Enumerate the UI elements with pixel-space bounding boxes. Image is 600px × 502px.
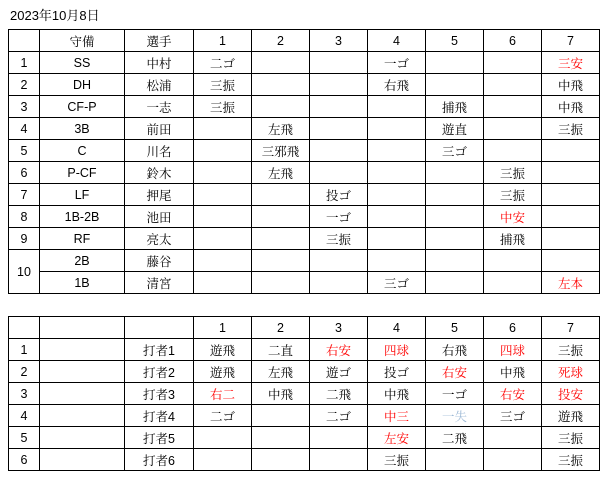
batting-order-number: 4 bbox=[9, 118, 40, 140]
position-cell bbox=[40, 405, 125, 427]
column-header: 5 bbox=[426, 30, 484, 52]
at-bat-result-cell bbox=[484, 140, 542, 162]
at-bat-result-cell: 左本 bbox=[542, 272, 600, 294]
at-bat-result-cell bbox=[368, 118, 426, 140]
at-bat-result-cell bbox=[542, 206, 600, 228]
at-bat-result-cell: 四球 bbox=[484, 339, 542, 361]
column-header: 守備 bbox=[40, 30, 125, 52]
table-row bbox=[9, 383, 600, 405]
at-bat-result-cell bbox=[310, 162, 368, 184]
table-header-row bbox=[9, 317, 600, 339]
at-bat-result-cell bbox=[310, 427, 368, 449]
column-header: 選手 bbox=[125, 30, 194, 52]
at-bat-result-cell bbox=[194, 228, 252, 250]
position-cell bbox=[40, 449, 125, 471]
column-header: 3 bbox=[310, 30, 368, 52]
table-row bbox=[9, 74, 600, 96]
at-bat-result-cell: 捕飛 bbox=[426, 96, 484, 118]
at-bat-result-cell: 中三 bbox=[368, 405, 426, 427]
table-row bbox=[9, 339, 600, 361]
at-bat-result-cell bbox=[426, 184, 484, 206]
at-bat-result-cell bbox=[252, 184, 310, 206]
position-cell: DH bbox=[40, 74, 125, 96]
column-header: 2 bbox=[252, 317, 310, 339]
at-bat-result-cell: 投安 bbox=[542, 383, 600, 405]
at-bat-result-cell: 三ゴ bbox=[368, 272, 426, 294]
at-bat-result-cell bbox=[426, 228, 484, 250]
position-cell bbox=[40, 427, 125, 449]
at-bat-result-cell: 三ゴ bbox=[426, 140, 484, 162]
at-bat-result-cell bbox=[252, 206, 310, 228]
at-bat-result-cell bbox=[484, 250, 542, 272]
batting-order-number: 8 bbox=[9, 206, 40, 228]
at-bat-result-cell bbox=[194, 272, 252, 294]
table-row bbox=[9, 184, 600, 206]
at-bat-result-cell: 中飛 bbox=[542, 96, 600, 118]
at-bat-result-cell: 二ゴ bbox=[310, 405, 368, 427]
position-cell: SS bbox=[40, 52, 125, 74]
player-name-cell: 中村 bbox=[125, 52, 194, 74]
player-name-cell: 松浦 bbox=[125, 74, 194, 96]
at-bat-result-cell: 二ゴ bbox=[194, 52, 252, 74]
table-row bbox=[9, 449, 600, 471]
position-cell: LF bbox=[40, 184, 125, 206]
at-bat-result-cell bbox=[194, 427, 252, 449]
at-bat-result-cell: 三振 bbox=[368, 449, 426, 471]
at-bat-result-cell: 中飛 bbox=[252, 383, 310, 405]
table-header-row bbox=[9, 30, 600, 52]
at-bat-result-cell bbox=[484, 272, 542, 294]
at-bat-result-cell bbox=[252, 250, 310, 272]
position-cell: RF bbox=[40, 228, 125, 250]
position-cell: 2B bbox=[40, 250, 125, 272]
at-bat-result-cell bbox=[310, 118, 368, 140]
at-bat-result-cell: 遊飛 bbox=[194, 339, 252, 361]
table-row bbox=[9, 118, 600, 140]
at-bat-result-cell bbox=[252, 449, 310, 471]
batting-order-number: 1 bbox=[9, 52, 40, 74]
at-bat-result-cell bbox=[252, 272, 310, 294]
batting-order-number: 2 bbox=[9, 74, 40, 96]
column-header: 7 bbox=[542, 317, 600, 339]
column-header: 6 bbox=[484, 317, 542, 339]
at-bat-result-cell: 遊飛 bbox=[542, 405, 600, 427]
at-bat-result-cell bbox=[252, 96, 310, 118]
column-header bbox=[9, 30, 40, 52]
player-name-cell: 亮太 bbox=[125, 228, 194, 250]
at-bat-result-cell: 一ゴ bbox=[368, 52, 426, 74]
at-bat-result-cell bbox=[368, 250, 426, 272]
at-bat-result-cell bbox=[426, 162, 484, 184]
table-row bbox=[9, 162, 600, 184]
table-row bbox=[9, 427, 600, 449]
at-bat-result-cell bbox=[368, 96, 426, 118]
at-bat-result-cell: 一ゴ bbox=[310, 206, 368, 228]
at-bat-result-cell: 三振 bbox=[542, 339, 600, 361]
at-bat-result-cell bbox=[194, 184, 252, 206]
at-bat-result-cell bbox=[368, 184, 426, 206]
column-header: 4 bbox=[368, 317, 426, 339]
position-cell bbox=[40, 339, 125, 361]
position-cell: CF-P bbox=[40, 96, 125, 118]
position-cell bbox=[40, 383, 125, 405]
at-bat-result-cell: 中飛 bbox=[542, 74, 600, 96]
column-header: 6 bbox=[484, 30, 542, 52]
at-bat-result-cell: 左安 bbox=[368, 427, 426, 449]
batting-order-number: 7 bbox=[9, 184, 40, 206]
column-header: 5 bbox=[426, 317, 484, 339]
player-name-cell: 打者6 bbox=[125, 449, 194, 471]
at-bat-result-cell: 三振 bbox=[194, 96, 252, 118]
table-row bbox=[9, 405, 600, 427]
at-bat-result-cell bbox=[194, 162, 252, 184]
lineup-table-bottom bbox=[8, 316, 600, 471]
batting-order-number: 5 bbox=[9, 140, 40, 162]
at-bat-result-cell: 四球 bbox=[368, 339, 426, 361]
at-bat-result-cell bbox=[426, 74, 484, 96]
at-bat-result-cell bbox=[484, 52, 542, 74]
at-bat-result-cell: 二ゴ bbox=[194, 405, 252, 427]
batting-order-number: 9 bbox=[9, 228, 40, 250]
at-bat-result-cell bbox=[426, 206, 484, 228]
at-bat-result-cell bbox=[368, 228, 426, 250]
at-bat-result-cell bbox=[252, 427, 310, 449]
player-name-cell: 一志 bbox=[125, 96, 194, 118]
player-name-cell: 池田 bbox=[125, 206, 194, 228]
at-bat-result-cell bbox=[484, 118, 542, 140]
at-bat-result-cell bbox=[426, 250, 484, 272]
table-row bbox=[9, 272, 600, 294]
at-bat-result-cell bbox=[310, 52, 368, 74]
at-bat-result-cell bbox=[368, 140, 426, 162]
position-cell bbox=[40, 361, 125, 383]
at-bat-result-cell: 投ゴ bbox=[310, 184, 368, 206]
at-bat-result-cell: 左飛 bbox=[252, 361, 310, 383]
batting-order-number: 10 bbox=[9, 250, 40, 294]
at-bat-result-cell: 三振 bbox=[542, 118, 600, 140]
at-bat-result-cell: 右飛 bbox=[426, 339, 484, 361]
player-name-cell: 藤谷 bbox=[125, 250, 194, 272]
at-bat-result-cell bbox=[542, 250, 600, 272]
at-bat-result-cell: 右安 bbox=[310, 339, 368, 361]
at-bat-result-cell bbox=[484, 74, 542, 96]
at-bat-result-cell bbox=[484, 427, 542, 449]
at-bat-result-cell bbox=[310, 140, 368, 162]
table-row bbox=[9, 96, 600, 118]
at-bat-result-cell bbox=[194, 140, 252, 162]
at-bat-result-cell: 投ゴ bbox=[368, 361, 426, 383]
at-bat-result-cell bbox=[484, 449, 542, 471]
at-bat-result-cell: 中飛 bbox=[484, 361, 542, 383]
at-bat-result-cell: 遊直 bbox=[426, 118, 484, 140]
at-bat-result-cell bbox=[542, 184, 600, 206]
batting-order-number: 3 bbox=[9, 383, 40, 405]
batting-order-number: 5 bbox=[9, 427, 40, 449]
at-bat-result-cell bbox=[252, 228, 310, 250]
at-bat-result-cell: 三振 bbox=[484, 162, 542, 184]
player-name-cell: 押尾 bbox=[125, 184, 194, 206]
at-bat-result-cell bbox=[194, 449, 252, 471]
at-bat-result-cell: 三振 bbox=[542, 427, 600, 449]
column-header: 7 bbox=[542, 30, 600, 52]
at-bat-result-cell bbox=[310, 272, 368, 294]
at-bat-result-cell bbox=[426, 52, 484, 74]
at-bat-result-cell: 三振 bbox=[310, 228, 368, 250]
at-bat-result-cell: 二飛 bbox=[426, 427, 484, 449]
position-cell: 1B-2B bbox=[40, 206, 125, 228]
column-header: 4 bbox=[368, 30, 426, 52]
at-bat-result-cell: 右安 bbox=[484, 383, 542, 405]
player-name-cell: 打者1 bbox=[125, 339, 194, 361]
at-bat-result-cell: 右飛 bbox=[368, 74, 426, 96]
player-name-cell: 鈴木 bbox=[125, 162, 194, 184]
player-name-cell: 打者5 bbox=[125, 427, 194, 449]
at-bat-result-cell bbox=[252, 405, 310, 427]
at-bat-result-cell bbox=[252, 52, 310, 74]
at-bat-result-cell: 三安 bbox=[542, 52, 600, 74]
table-row bbox=[9, 52, 600, 74]
at-bat-result-cell bbox=[194, 206, 252, 228]
at-bat-result-cell: 捕飛 bbox=[484, 228, 542, 250]
at-bat-result-cell: 三邪飛 bbox=[252, 140, 310, 162]
batting-order-number: 6 bbox=[9, 449, 40, 471]
at-bat-result-cell: 右二 bbox=[194, 383, 252, 405]
position-cell: 1B bbox=[40, 272, 125, 294]
player-name-cell: 川名 bbox=[125, 140, 194, 162]
at-bat-result-cell: 一失 bbox=[426, 405, 484, 427]
table-row bbox=[9, 228, 600, 250]
batting-order-number: 4 bbox=[9, 405, 40, 427]
player-name-cell: 前田 bbox=[125, 118, 194, 140]
at-bat-result-cell: 遊ゴ bbox=[310, 361, 368, 383]
player-name-cell: 清宮 bbox=[125, 272, 194, 294]
at-bat-result-cell: 死球 bbox=[542, 361, 600, 383]
at-bat-result-cell bbox=[194, 250, 252, 272]
player-name-cell: 打者2 bbox=[125, 361, 194, 383]
column-header: 2 bbox=[252, 30, 310, 52]
at-bat-result-cell: 二直 bbox=[252, 339, 310, 361]
at-bat-result-cell bbox=[426, 272, 484, 294]
column-header bbox=[9, 317, 40, 339]
at-bat-result-cell bbox=[310, 250, 368, 272]
batting-order-number: 3 bbox=[9, 96, 40, 118]
table-row bbox=[9, 140, 600, 162]
player-name-cell: 打者4 bbox=[125, 405, 194, 427]
column-header bbox=[125, 317, 194, 339]
player-name-cell: 打者3 bbox=[125, 383, 194, 405]
at-bat-result-cell: 右安 bbox=[426, 361, 484, 383]
at-bat-result-cell bbox=[194, 118, 252, 140]
table-gap-spacer bbox=[8, 294, 592, 316]
column-header bbox=[40, 317, 125, 339]
at-bat-result-cell: 三振 bbox=[484, 184, 542, 206]
at-bat-result-cell: 三振 bbox=[194, 74, 252, 96]
at-bat-result-cell bbox=[368, 162, 426, 184]
column-header: 1 bbox=[194, 317, 252, 339]
at-bat-result-cell: 二飛 bbox=[310, 383, 368, 405]
position-cell: P-CF bbox=[40, 162, 125, 184]
at-bat-result-cell: 中飛 bbox=[368, 383, 426, 405]
at-bat-result-cell bbox=[310, 74, 368, 96]
table-row bbox=[9, 361, 600, 383]
at-bat-result-cell bbox=[484, 96, 542, 118]
lineup-table-top bbox=[8, 29, 600, 294]
at-bat-result-cell: 左飛 bbox=[252, 162, 310, 184]
column-header: 1 bbox=[194, 30, 252, 52]
batting-order-number: 2 bbox=[9, 361, 40, 383]
at-bat-result-cell bbox=[542, 140, 600, 162]
at-bat-result-cell: 三ゴ bbox=[484, 405, 542, 427]
column-header: 3 bbox=[310, 317, 368, 339]
table-row bbox=[9, 250, 600, 272]
at-bat-result-cell bbox=[252, 74, 310, 96]
batting-order-number: 6 bbox=[9, 162, 40, 184]
at-bat-result-cell bbox=[368, 206, 426, 228]
at-bat-result-cell: 三振 bbox=[542, 449, 600, 471]
position-cell: 3B bbox=[40, 118, 125, 140]
at-bat-result-cell bbox=[542, 228, 600, 250]
position-cell: C bbox=[40, 140, 125, 162]
table-row bbox=[9, 206, 600, 228]
date-label: 2023年10月8日 bbox=[10, 8, 100, 23]
at-bat-result-cell bbox=[426, 449, 484, 471]
at-bat-result-cell: 左飛 bbox=[252, 118, 310, 140]
batting-order-number: 1 bbox=[9, 339, 40, 361]
at-bat-result-cell bbox=[542, 162, 600, 184]
at-bat-result-cell bbox=[310, 96, 368, 118]
at-bat-result-cell: 一ゴ bbox=[426, 383, 484, 405]
at-bat-result-cell bbox=[310, 449, 368, 471]
at-bat-result-cell: 遊飛 bbox=[194, 361, 252, 383]
at-bat-result-cell: 中安 bbox=[484, 206, 542, 228]
